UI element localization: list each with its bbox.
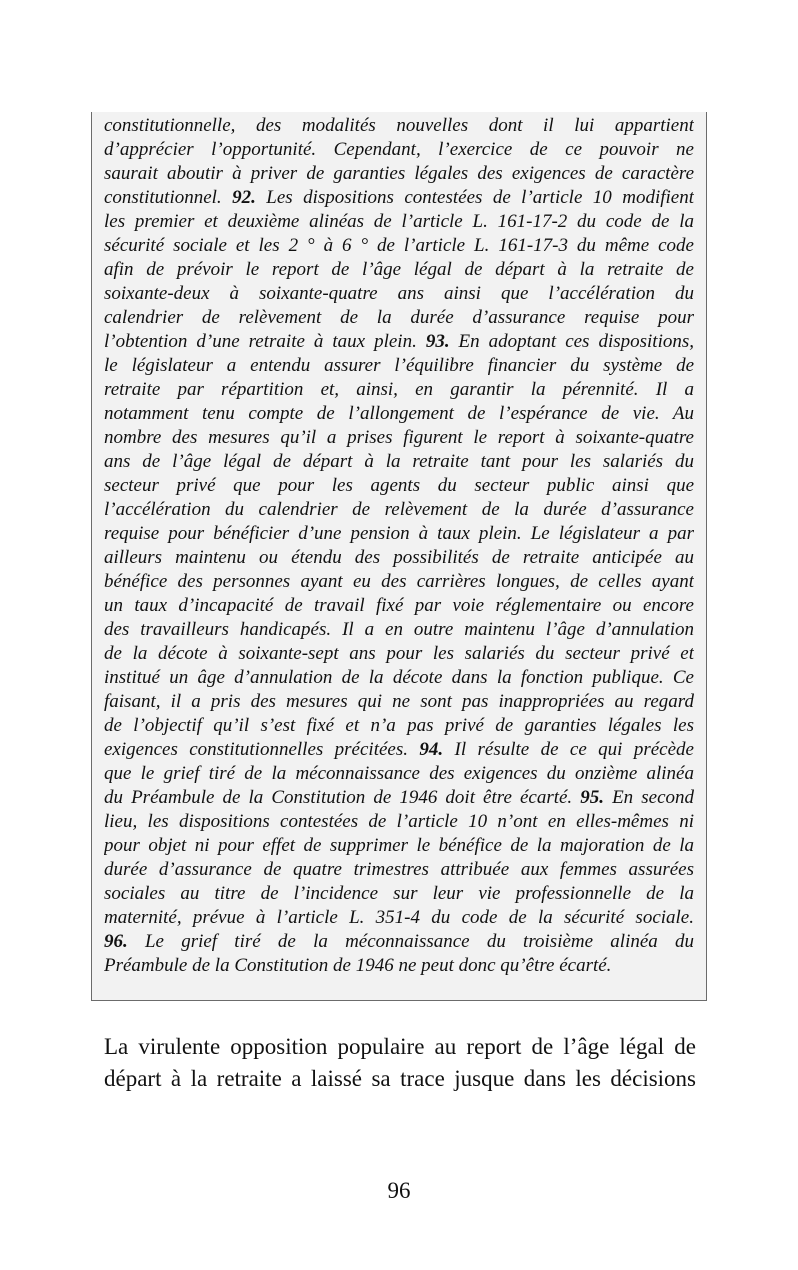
quotation-text-segment: de l’objectif qu’il s’est fixé et n’a pas privé de garanties légales les <box>104 715 694 736</box>
quotation-line <box>104 354 694 378</box>
quotation-line <box>104 162 694 186</box>
quotation-text-segment: secteur privé que pour les agents du secteur public ainsi que <box>104 475 694 496</box>
quotation-text-segment: ailleurs maintenu ou étendu des possibilités de retraite anticipée au <box>104 547 694 568</box>
quotation-line <box>104 882 694 906</box>
quotation-text-segment: les premier et deuxième alinéas de l’article L. 161-17-2 du code de la <box>104 211 694 232</box>
quotation-line <box>104 858 694 882</box>
quotation-text-segment: nombre des mesures qu’il a prises figurent le report à soixante-quatre <box>104 427 694 448</box>
paragraph-number: 93. <box>425 331 450 352</box>
quotation-text-segment: durée d’assurance de quatre trimestres attribuée aux femmes assurées <box>104 859 694 880</box>
quotation-line <box>104 570 694 594</box>
quotation-line <box>104 522 694 546</box>
paragraph-number: 96. <box>104 931 128 952</box>
quotation-text-segment: bénéfice des personnes ayant eu des carrières longues, de celles ayant <box>104 571 694 592</box>
paragraph-number: 92. <box>232 187 256 208</box>
quotation-line <box>104 546 694 570</box>
quotation-text-segment: de la décote à soixante-sept ans pour les salariés du secteur privé et <box>104 643 694 664</box>
quotation-line <box>104 594 694 618</box>
quotation-text-segment: constitutionnel. <box>104 187 233 208</box>
quotation-line <box>104 450 694 474</box>
quotation-text-segment: Les dispositions contestées de l’article 10 modifient <box>255 187 694 208</box>
quotation-box <box>91 112 707 1001</box>
quotation-line <box>104 474 694 498</box>
quotation-text-segment: requise pour bénéficier d’une pension à taux plein. Le législateur a par <box>104 523 694 544</box>
quotation-text-segment: sociales au titre de l’incidence sur leur vie professionnelle de la <box>104 883 694 904</box>
quotation-text-segment: Il résulte de ce qui précède <box>443 739 694 760</box>
quotation-text-segment: En second <box>604 787 694 808</box>
quotation-line <box>104 210 694 234</box>
quotation-text-segment: pour objet ni pour effet de supprimer le bénéfice de la majoration de la <box>104 835 694 856</box>
quotation-line <box>104 834 694 858</box>
quotation-line <box>104 642 694 666</box>
paragraph-number: 94. <box>419 739 444 760</box>
quotation-text-segment: En adoptant ces dispositions, <box>449 331 694 352</box>
quotation-text-segment: notamment tenu compte de l’allongement de l’espérance de vie. Au <box>104 403 694 424</box>
quotation-line <box>104 954 694 978</box>
quotation-line <box>104 810 694 834</box>
quotation-line <box>104 738 694 762</box>
page-number: 96 <box>387 1178 411 1203</box>
quotation-line <box>104 906 694 930</box>
quotation-line <box>104 714 694 738</box>
quotation-line <box>104 258 694 282</box>
quotation-line <box>104 402 694 426</box>
quotation-line <box>104 618 694 642</box>
quotation-text-segment: que le grief tiré de la méconnaissance des exigences du onzième alinéa <box>104 763 694 784</box>
quotation-line <box>104 426 694 450</box>
quotation-text-segment: l’accélération du calendrier de relèvement de la durée d’assurance <box>104 499 694 520</box>
quotation-line <box>104 786 694 810</box>
quotation-text-segment: retraite par répartition et, ainsi, en garantir la pérennité. Il a <box>104 379 694 400</box>
quotation-text-segment: ans de l’âge légal de départ à la retraite tant pour les salariés du <box>104 451 694 472</box>
quotation-line <box>104 330 694 354</box>
quotation-text <box>104 114 694 978</box>
quotation-text-segment: exigences constitutionnelles précitées. <box>104 739 420 760</box>
body-line: départ à la retraite a laissé sa trace jusque dans les décisions <box>104 1066 696 1091</box>
quotation-line <box>104 930 694 954</box>
quotation-line <box>104 762 694 786</box>
quotation-text-segment: calendrier de relèvement de la durée d’assurance requise pour <box>104 307 694 328</box>
quotation-line <box>104 186 694 210</box>
quotation-text-segment: afin de prévoir le report de l’âge légal de départ à la retraite de <box>104 259 694 280</box>
quotation-text-segment: sécurité sociale et les 2 ° à 6 ° de l’article L. 161-17-3 du même code <box>104 235 694 256</box>
quotation-line <box>104 114 694 138</box>
quotation-line <box>104 282 694 306</box>
quotation-text-segment: institué un âge d’annulation de la décote dans la fonction publique. Ce <box>104 667 694 688</box>
quotation-line <box>104 138 694 162</box>
paragraph-number: 95. <box>580 787 604 808</box>
quotation-text-segment: l’obtention d’une retraite à taux plein. <box>104 331 426 352</box>
quotation-text-segment: saurait aboutir à priver de garanties légales des exigences de caractère <box>104 163 694 184</box>
quotation-text-segment: Le grief tiré de la méconnaissance du troisième alinéa du <box>127 931 694 952</box>
quotation-text-segment: lieu, les dispositions contestées de l’article 10 n’ont en elles-mêmes ni <box>104 811 694 832</box>
quotation-text-segment: des travailleurs handicapés. Il a en outre maintenu l’âge d’annulation <box>104 619 694 640</box>
quotation-line <box>104 690 694 714</box>
quotation-text-segment: un taux d’incapacité de travail fixé par voie réglementaire ou encore <box>104 595 694 616</box>
quotation-text-segment: faisant, il a pris des mesures qui ne sont pas inappropriées au regard <box>104 691 694 712</box>
quotation-text-segment: soixante-deux à soixante-quatre ans ainsi que l’accélération du <box>104 283 694 304</box>
quotation-line <box>104 666 694 690</box>
quotation-line <box>104 306 694 330</box>
quotation-line <box>104 378 694 402</box>
body-paragraph <box>104 1031 696 1095</box>
quotation-text-segment: Préambule de la Constitution de 1946 ne peut donc qu’être écarté. <box>104 955 612 976</box>
quotation-text-segment: maternité, prévue à l’article L. 351-4 du code de la sécurité sociale. <box>104 907 694 928</box>
quotation-line <box>104 234 694 258</box>
quotation-text-segment: le législateur a entendu assurer l’équilibre financier du système de <box>104 355 694 376</box>
body-line: La virulente opposition populaire au report de l’âge légal de <box>104 1034 696 1059</box>
quotation-text-segment: constitutionnelle, des modalités nouvelles dont il lui appartient <box>104 115 694 136</box>
quotation-line <box>104 498 694 522</box>
quotation-text-segment: d’apprécier l’opportunité. Cependant, l’exercice de ce pouvoir ne <box>104 139 694 160</box>
quotation-text-segment: du Préambule de la Constitution de 1946 doit être écarté. <box>104 787 581 808</box>
